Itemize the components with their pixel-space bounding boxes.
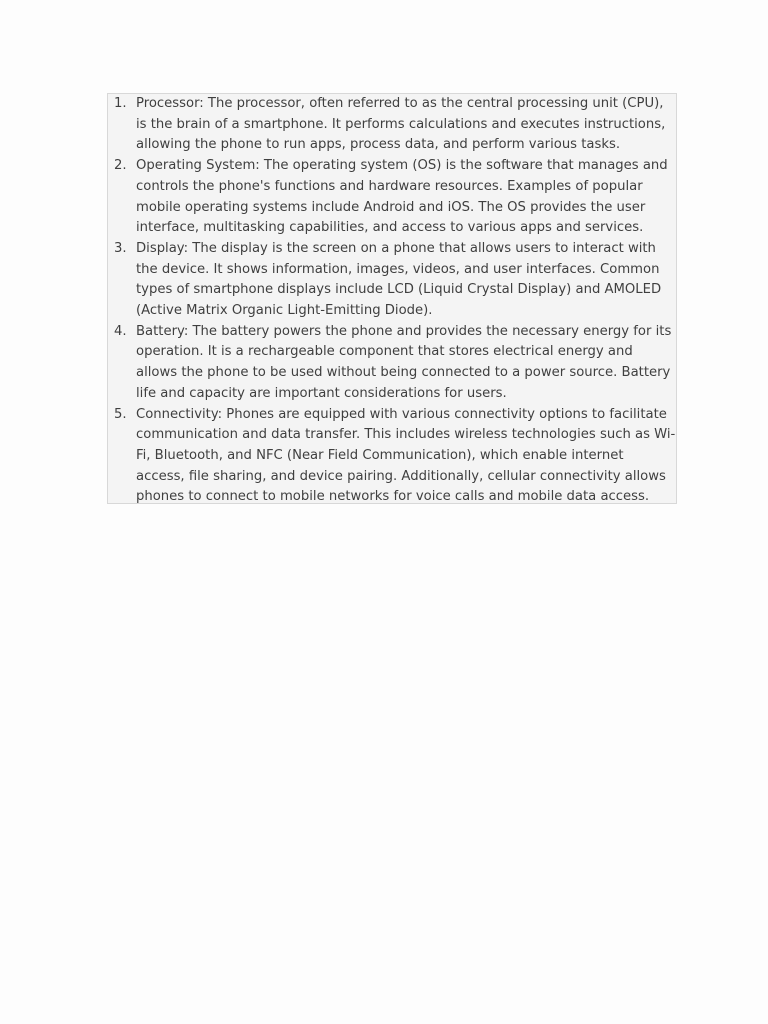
phone-components-list xyxy=(108,94,676,508)
list-item-text: Battery: The battery powers the phone and provides the necessary energy for its operation. It is a rechargeable component that stores electrical energy and allows the phone to be used without being connected to a power source. Battery life and capacity are important considerations for users. xyxy=(136,323,672,401)
list-item-number: 2. xyxy=(114,158,127,174)
numbered-list-box xyxy=(107,93,677,504)
list-item-number: 4. xyxy=(114,323,127,339)
list-item-number: 5. xyxy=(114,406,127,422)
list-item-text: Connectivity: Phones are equipped with various connectivity options to facilitate communication and data transfer. This includes wireless technologies such as Wi-Fi, Bluetooth, and NFC (Near Field Communication), which enable internet access, file sharing, and device pairing. Additionally, cellular connectivity allows phones to connect to mobile networks for voice calls and mobile data access. xyxy=(136,406,676,505)
list-item-display xyxy=(108,239,676,322)
list-item-operating-system xyxy=(108,156,676,239)
list-item-text: Operating System: The operating system (OS) is the software that manages and controls the phone's functions and hardware resources. Examples of popular mobile operating systems include Android and iOS. The OS provides the user interface, multitasking capabilities, and access to various apps and services. xyxy=(136,158,668,236)
list-item-number: 1. xyxy=(114,96,127,111)
list-item-text: Display: The display is the screen on a phone that allows users to interact with the device. It shows information, images, videos, and user interfaces. Common types of smartphone displays include LCD (Liquid Crystal Display) and AMOLED (Active Matrix Organic Light-Emitting Diode). xyxy=(136,240,662,319)
list-item-connectivity xyxy=(108,405,676,509)
list-item-text: Processor: The processor, often referred to as the central processing unit (CPU), is the brain of a smartphone. It performs calculations and executes instructions, allowing the phone to run apps, process data, and perform various tasks. xyxy=(136,96,666,153)
list-item-battery xyxy=(108,322,676,405)
list-item-processor xyxy=(108,94,676,156)
list-item-number: 3. xyxy=(114,240,127,256)
